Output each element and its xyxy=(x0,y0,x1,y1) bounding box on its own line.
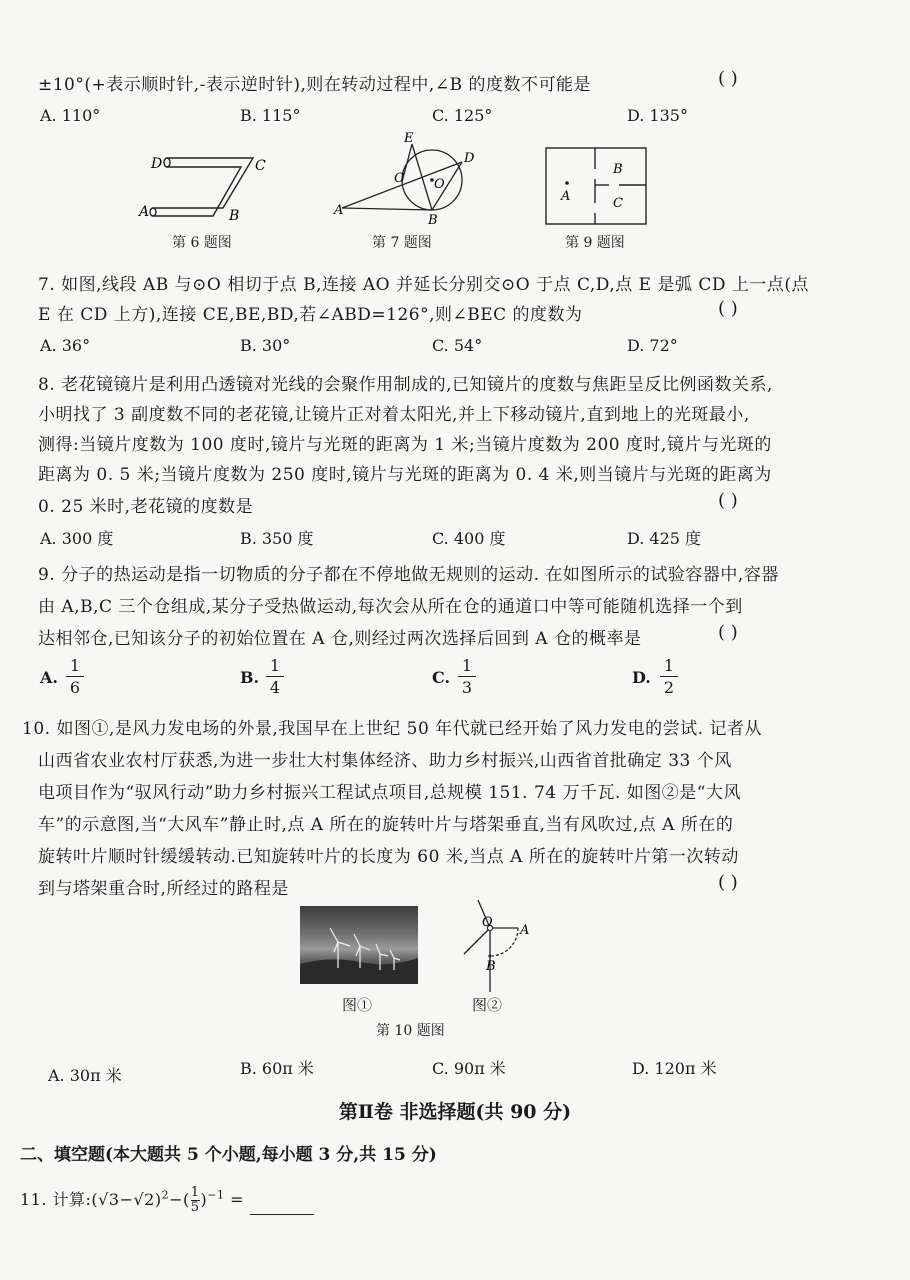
q6-answer-paren: ( ) xyxy=(718,68,738,89)
q9-option-c-numerator: 1 xyxy=(458,656,476,677)
q8-option-c: C. 400 度 xyxy=(432,529,506,548)
q10-fig2-diagram xyxy=(454,898,544,994)
fig6-label-b: B xyxy=(229,208,240,224)
fig9-caption: 第 9 题图 xyxy=(565,235,625,251)
q9-option-d-fraction xyxy=(660,656,678,699)
q8-answer-paren: ( ) xyxy=(718,490,738,511)
q10-option-a: A. 30π 米 xyxy=(48,1066,122,1085)
q7-line2: E 在 CD 上方),连接 CE,BE,BD,若∠ABD=126°,则∠BEC 的度数为 xyxy=(38,305,583,325)
q7-option-c: C. 54° xyxy=(432,336,483,355)
q6-option-c: C. 125° xyxy=(432,106,493,125)
q10-line1: 10. 如图①,是风力发电场的外景,我国早在上世纪 50 年代就已经开始了风力发电的尝试. 记者从 xyxy=(22,719,762,739)
q11-answer-blank[interactable] xyxy=(250,1200,314,1215)
q11-fraction-numerator: 1 xyxy=(190,1185,200,1200)
q11-prefix: 11. 计算:(√3−√2) xyxy=(20,1190,162,1209)
q9-line3: 达相邻仓,已知该分子的初始位置在 A 仓,则经过两次选择后回到 A 仓的概率是 xyxy=(38,629,642,649)
q8-line2: 小明找了 3 副度数不同的老花镜,让镜片正对着太阳光,并上下移动镜片,直到地上的光斑最小, xyxy=(38,405,750,425)
q10-option-d: D. 120π 米 xyxy=(632,1059,717,1078)
q10-fig2-label-o: O xyxy=(482,915,493,930)
fig9-label-b: B xyxy=(613,162,623,177)
q9-line1: 9. 分子的热运动是指一切物质的分子都在不停地做无规则的运动. 在如图所示的试验容器中,容器 xyxy=(38,565,779,585)
q8-line5: 0. 25 米时,老花镜的度数是 xyxy=(38,497,254,517)
q7-option-b: B. 30° xyxy=(240,336,291,355)
fig9-diagram xyxy=(543,145,653,227)
fig9-label-a: A xyxy=(561,189,571,204)
q7-option-a: A. 36° xyxy=(40,336,91,355)
q10-fig2-caption: 图② xyxy=(472,996,503,1014)
q9-option-a-denominator: 6 xyxy=(69,678,81,697)
fig6-caption: 第 6 题图 xyxy=(172,235,232,251)
part2-title: 第Ⅱ卷 非选择题(共 90 分) xyxy=(338,1101,572,1123)
q7-line1: 7. 如图,线段 AB 与⊙O 相切于点 B,连接 AO 并延长分别交⊙O 于点 C,D,点 E 是弧 CD 上一点(点 xyxy=(38,275,810,295)
q9-option-d-label: D. xyxy=(632,668,651,687)
q8-option-b: B. 350 度 xyxy=(240,529,314,548)
fig6-label-c: C xyxy=(255,158,266,174)
fig7-diagram xyxy=(330,132,490,228)
q9-option-c-denominator: 3 xyxy=(461,678,473,697)
q10-line4: 车”的示意图,当“大风车”静止时,点 A 所在的旋转叶片与塔架垂直,当有风吹过,点 A 所在的 xyxy=(38,815,734,835)
q10-option-b: B. 60π 米 xyxy=(240,1059,314,1078)
q10-answer-paren: ( ) xyxy=(718,872,738,893)
q10-fig2-label-b: B xyxy=(486,959,496,974)
q8-option-d: D. 425 度 xyxy=(627,529,702,548)
fig7-label-o: O xyxy=(434,177,445,192)
fig7-label-b: B xyxy=(428,213,438,228)
q6-stem: ±10°(+表示顺时针,-表示逆时针),则在转动过程中,∠B 的度数不可能是 xyxy=(38,75,591,95)
q11-fraction xyxy=(191,1186,200,1215)
fig7-label-c: C xyxy=(394,171,404,186)
q10-line6: 到与塔架重合时,所经过的路程是 xyxy=(38,879,289,899)
fill-in-section-heading: 二、填空题(本大题共 5 个小题,每小题 3 分,共 15 分) xyxy=(20,1145,437,1165)
q9-option-b-label: B. xyxy=(240,668,260,687)
fig7-label-d: D xyxy=(464,151,475,166)
fig9-label-c: C xyxy=(613,196,623,211)
q10-fig2-label-a: A xyxy=(520,923,530,938)
q11-line xyxy=(20,1186,314,1215)
q6-option-b: B. 115° xyxy=(240,106,301,125)
q10-option-c: C. 90π 米 xyxy=(432,1059,506,1078)
q11-exponent-neg1: −1 xyxy=(207,1188,225,1202)
q9-answer-paren: ( ) xyxy=(718,622,738,643)
fig6-label-d: D xyxy=(151,156,163,172)
q10-line2: 山西省农业农村厅获悉,为进一步壮大村集体经济、助力乡村振兴,山西省首批确定 33 个风 xyxy=(38,751,732,771)
q9-option-b-denominator: 4 xyxy=(269,678,281,697)
fig6-label-a: A xyxy=(139,204,150,220)
q8-option-a: A. 300 度 xyxy=(40,529,114,548)
q10-fig1-caption: 图① xyxy=(342,996,373,1014)
q10-fig1-photo xyxy=(300,906,418,984)
q11-close-paren: ) xyxy=(200,1190,208,1209)
q10-line3: 电项目作为“驭风行动”助力乡村振兴工程试点项目,总规模 151. 74 万千瓦. 如图②是“大风 xyxy=(38,783,741,803)
q7-answer-paren: ( ) xyxy=(718,298,738,319)
q8-line4: 距离为 0. 5 米;当镜片度数为 250 度时,镜片与光斑的距离为 0. 4 米,则当镜片与光斑的距离为 xyxy=(38,465,772,485)
q11-equals: = xyxy=(224,1190,250,1209)
q11-exponent-2: 2 xyxy=(161,1188,170,1202)
wind-turbines-image xyxy=(300,906,418,984)
fig7-label-e: E xyxy=(404,132,414,146)
q9-option-a-numerator: 1 xyxy=(66,656,84,677)
q9-option-b-fraction xyxy=(266,656,284,699)
q8-line3: 测得:当镜片度数为 100 度时,镜片与光斑的距离为 1 米;当镜片度数为 200 度时,镜片与光斑的 xyxy=(38,435,772,455)
fig6-diagram xyxy=(135,148,275,228)
q9-option-a-fraction xyxy=(66,656,84,699)
q6-option-d: D. 135° xyxy=(627,106,688,125)
q9-option-c-label: C. xyxy=(432,668,451,687)
q7-option-d: D. 72° xyxy=(627,336,678,355)
fig7-caption: 第 7 题图 xyxy=(372,235,432,251)
fig7-label-a: A xyxy=(334,203,344,218)
q11-fraction-denominator: 5 xyxy=(190,1200,200,1215)
q10-figure-caption: 第 10 题图 xyxy=(376,1023,445,1039)
q9-option-b-numerator: 1 xyxy=(266,656,284,677)
q9-option-c-fraction xyxy=(458,656,476,699)
q6-option-a: A. 110° xyxy=(40,106,101,125)
q11-minus: −( xyxy=(169,1190,190,1209)
q8-line1: 8. 老花镜镜片是利用凸透镜对光线的会聚作用制成的,已知镜片的度数与焦距呈反比例函数关系, xyxy=(38,375,773,395)
q10-line5: 旋转叶片顺时针缓缓转动.已知旋转叶片的长度为 60 米,当点 A 所在的旋转叶片第一次转动 xyxy=(38,847,739,867)
q9-option-d-numerator: 1 xyxy=(660,656,678,677)
q9-option-d-denominator: 2 xyxy=(663,678,675,697)
q9-option-a-label: A. xyxy=(40,668,58,687)
q9-line2: 由 A,B,C 三个仓组成,某分子受热做运动,每次会从所在仓的通道口中等可能随机选择一个到 xyxy=(38,597,743,617)
